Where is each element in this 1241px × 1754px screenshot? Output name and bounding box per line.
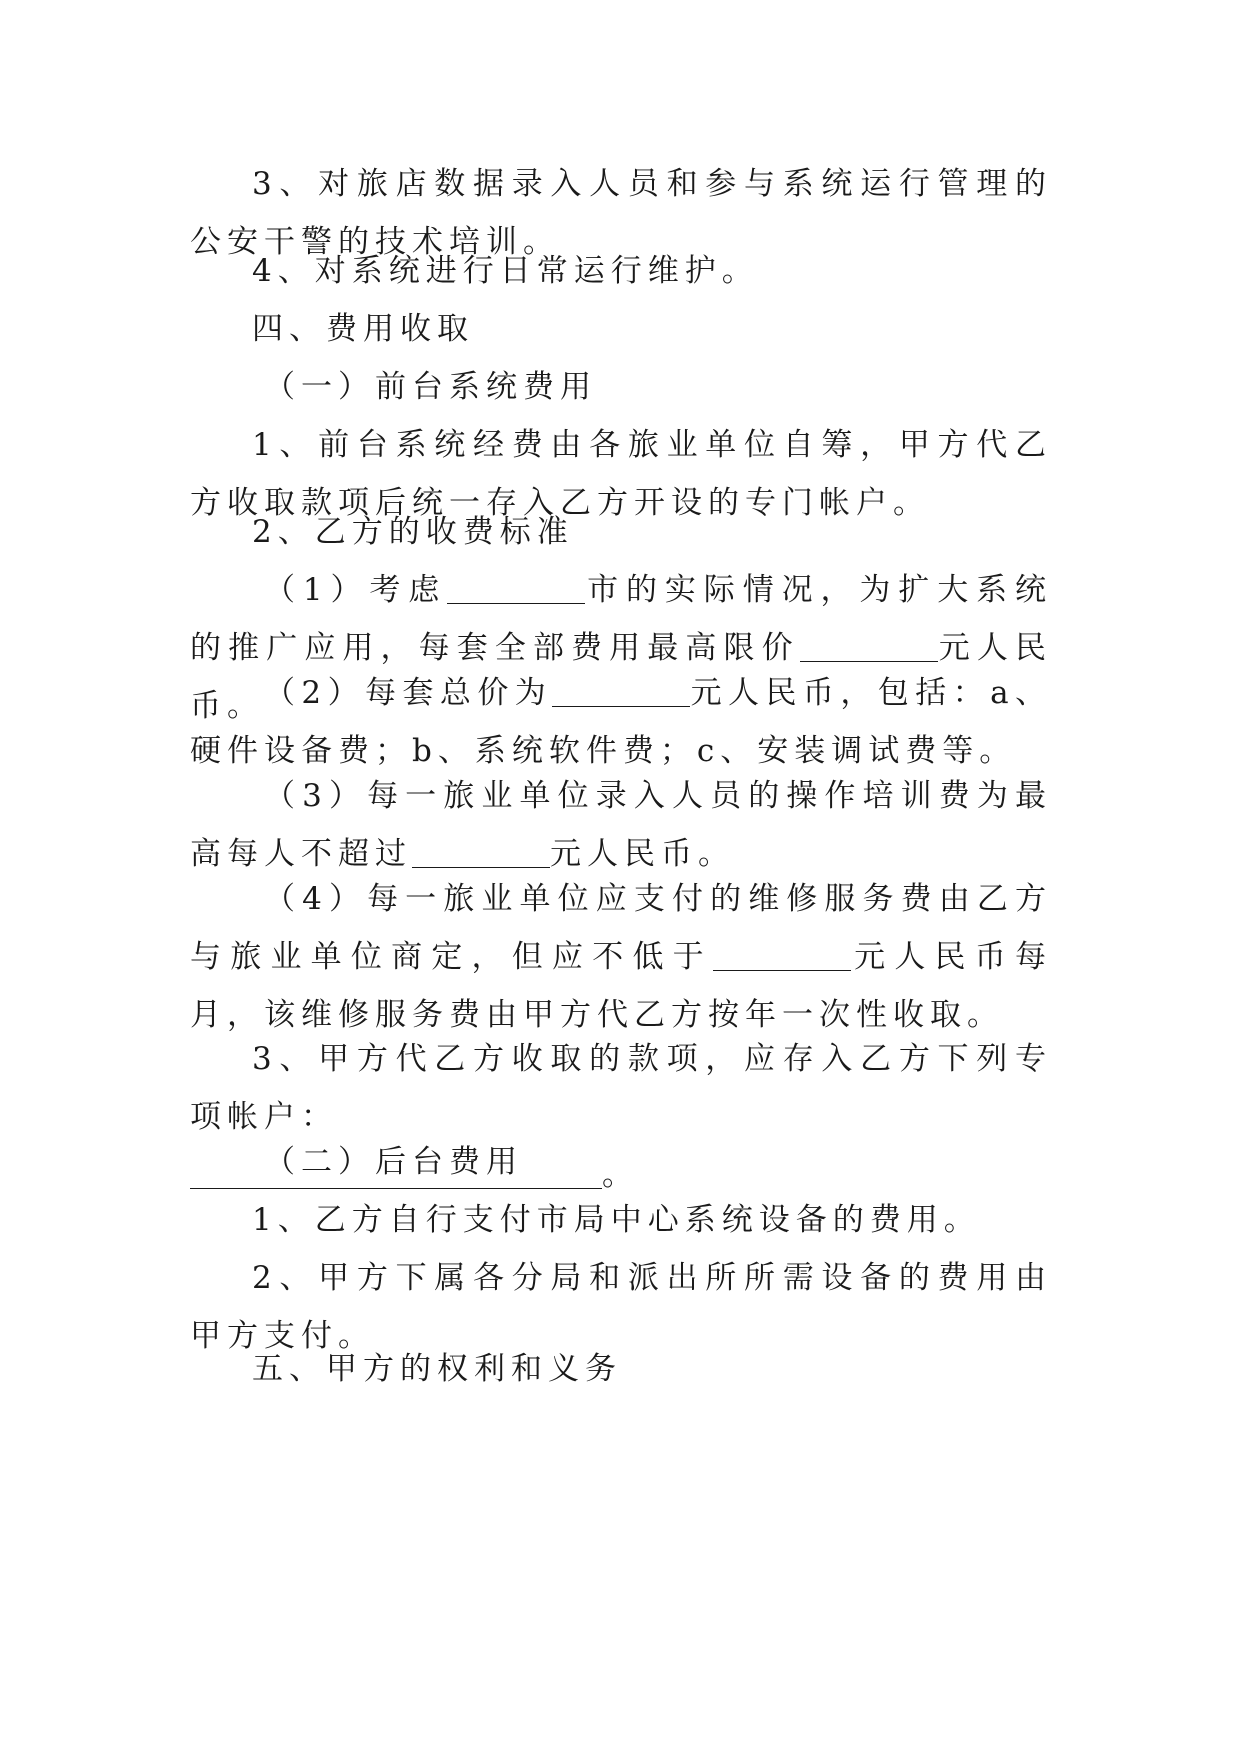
paragraph-training: 3、对旅店数据录入人员和参与系统运行管理的公安干警的技术培训。 xyxy=(190,166,1052,260)
paragraph-frontend-funding: 1、前台系统经费由各旅业单位自筹，甲方代乙方收取款项后统一存入乙方开设的专门帐户。 xyxy=(190,427,1052,521)
paragraph-total-price: （2）每套总价为 元人民币，包括：a、硬件设备费；b、系统软件费；c、安装调试费等。 xyxy=(190,675,1052,769)
subsection-heading-backend-fees: （二）后台费用 xyxy=(264,1144,523,1180)
blank-service-fee xyxy=(713,940,851,971)
section-heading-fees: 四、费用收取 xyxy=(252,311,474,347)
blank-city xyxy=(447,573,585,604)
subsection-heading-frontend-fees: （一）前台系统费用 xyxy=(264,369,597,405)
paragraph-price-cap: （1）考虑 市的实际情况，为扩大系统的推广应用，每套全部费用最高限价 元人民币。 xyxy=(190,572,1053,724)
blank-max-price xyxy=(800,631,938,662)
section-heading-party-a-rights: 五、甲方的权利和义务 xyxy=(252,1351,622,1387)
paragraph-maintenance: 4、对系统进行日常运行维护。 xyxy=(252,253,759,289)
paragraph-fee-standard: 2、乙方的收费标准 xyxy=(252,514,574,550)
paragraph-service-fee: （4）每一旅业单位应支付的维修服务费由乙方与旅业单位商定，但应不低于 元人民币每月，该维修服务费由甲方代乙方按年一次性收取。 xyxy=(190,881,1053,1033)
blank-total-price xyxy=(552,676,690,707)
paragraph-central-system-cost: 1、乙方自行支付市局中心系统设备的费用。 xyxy=(252,1202,981,1238)
blank-training-fee xyxy=(412,837,550,868)
paragraph-special-account: 3、甲方代乙方收取的款项，应存入乙方下列专项帐户： 。 xyxy=(190,1041,1052,1193)
paragraph-branch-equipment-cost: 2、甲方下属各分局和派出所所需设备的费用由甲方支付。 xyxy=(190,1260,1052,1354)
paragraph-training-fee: （3）每一旅业单位录入人员的操作培训费为最高每人不超过 元人民币。 xyxy=(190,778,1052,872)
